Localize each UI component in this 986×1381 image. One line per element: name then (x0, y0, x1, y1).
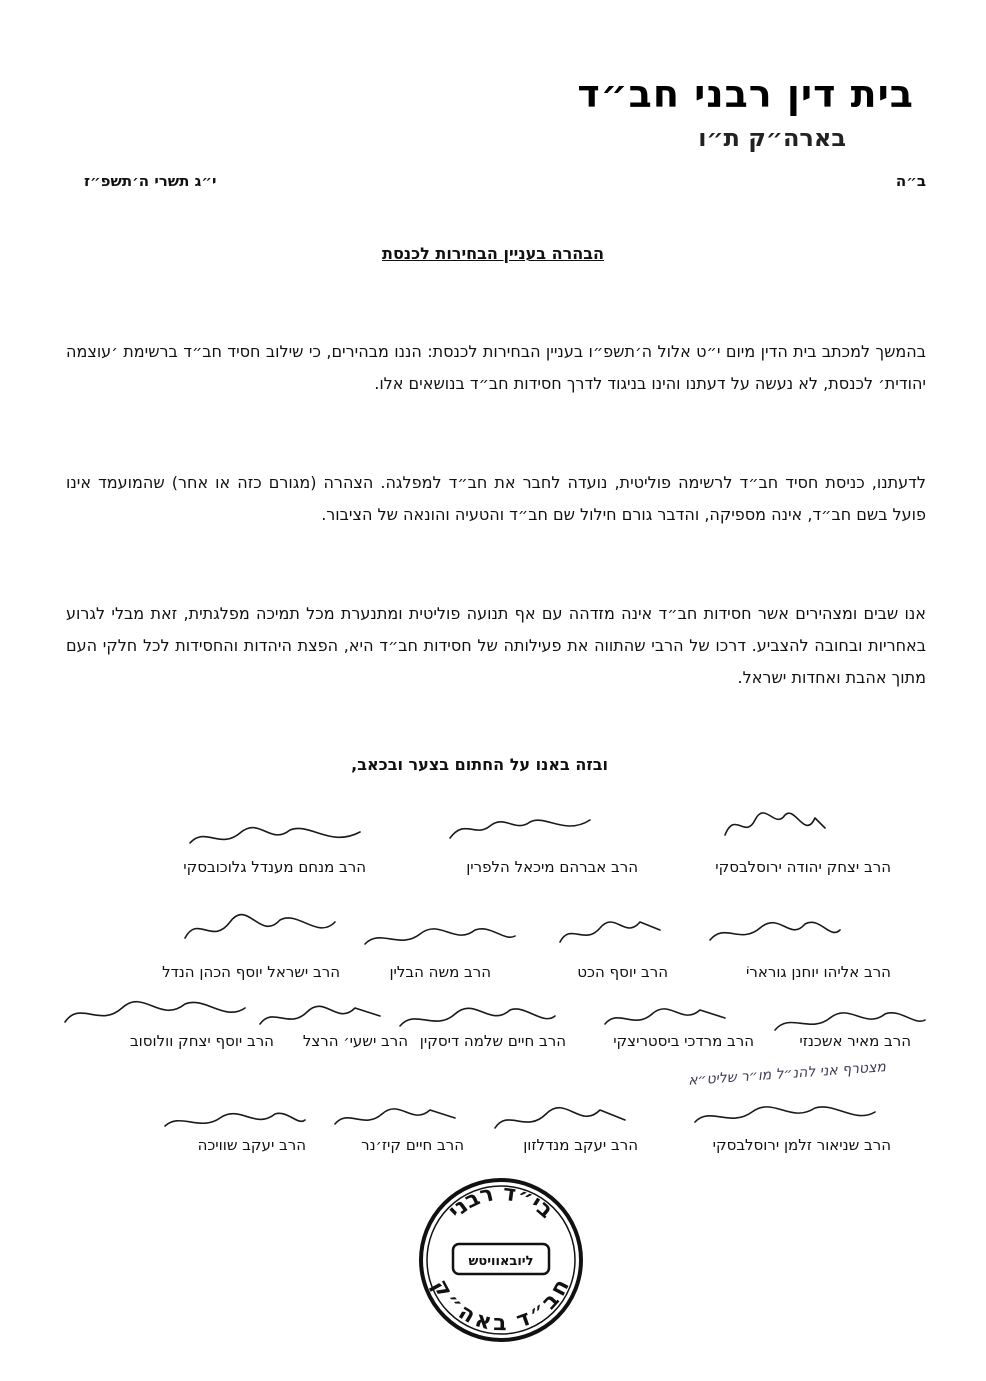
paragraph-3: אנו שבים ומצהירים אשר חסידות חב״ד אינה מזדהה עם אף תנועה פוליטית ומתנערת מכל תמיכה מפלגתית, זאת מבלי לגרוע באחריות ובחובה להצביע. דרכו של הרבי שהתווה את פעילותה של חסידות חב״ד היא, הפצת היהדות והחסידות לכל חלקי העם מתוך אהבת ואחדות ישראל. (66, 604, 926, 687)
court-stamp (417, 1176, 585, 1344)
signatory-name: הרב יעקב שוויכה (197, 1136, 306, 1154)
stamp-top-text: בי״ד רבני (443, 1180, 558, 1224)
signature-scribble (360, 918, 520, 958)
signatory-name: הרב יוסף יצחק וולוסוב (130, 1032, 274, 1050)
signatory-name: הרב ישעי׳ הרצל (302, 1032, 408, 1050)
closing-line: ובזה באנו על החתום בצער ובכאב, (351, 755, 608, 774)
signature-scribble (445, 808, 595, 848)
paragraph-1: בהמשך למכתב בית הדין מיום י״ט אלול ה׳תשפ״ו בעניין הבחירות לכנסת: הננו מבהירים, כי שילוב חסיד חב״ד ברשימת ׳עוצמה יהודית׳ לכנסת, לא נעשה על דעתנו והינו בניגוד לדרך חסידות חב״ד בנושאים אלו. (66, 342, 926, 393)
signature-scribble (690, 1096, 880, 1136)
signatory-name: הרב מנחם מענדל גלוכובסקי (183, 858, 366, 876)
letterhead-subtitle: בארה״ק ת״ו (698, 124, 846, 152)
stamp-center-text: ליובאוויטש (468, 1254, 534, 1269)
handwritten-note: מצטרף אני להנ״ל מו״ר שליט״א (687, 1059, 887, 1089)
signatory-name: הרב יצחק יהודה ירוסלבסקי (715, 858, 891, 876)
signature-scribble (720, 800, 830, 850)
paragraph-2: לדעתנו, כניסת חסיד חב״ד לרשימה פוליטית, נועדה לחבר את חב״ד למפלגה. הצהרה (מגורם כזה או אחר) שהמועמד אינו פועל בשם חב״ד, אינה מספיקה, והדבר גורם חילול שם חב״ד והטעיה והונאה של הציבור. (66, 473, 926, 524)
signatory-name: הרב מרדכי ביסטריצקי (613, 1032, 754, 1050)
bh-mark: ב״ה (895, 172, 926, 190)
signature-scribble (705, 910, 845, 955)
stamp-bottom-text: חב״ד באה״ק (427, 1275, 575, 1337)
signatory-name: הרב מאיר אשכנזי (799, 1032, 911, 1050)
signatory-name: הרב חיים שלמה דיסקין (419, 1032, 566, 1050)
signatory-name: הרב אברהם מיכאל הלפרין (466, 858, 638, 876)
signatory-name: הרב חיים קיז׳נר (361, 1136, 464, 1154)
signature-scribble (180, 906, 340, 954)
signatory-name: הרב ישראל יוסף הכהן הנדל (162, 963, 340, 981)
signatory-name: הרב אליהו יוחנן גוראריׂ (746, 963, 891, 981)
signatory-name: הרב יוסף הכט (577, 963, 668, 981)
signatory-name: הרב משה הבלין (389, 963, 491, 981)
document-title: הבהרה בעניין הבחירות לכנסת (382, 244, 604, 263)
signature-scribble (160, 1106, 310, 1136)
signatory-name: הרב שניאור זלמן ירוסלבסקי (712, 1136, 891, 1154)
signature-scribble (555, 910, 665, 955)
signatory-name: הרב יעקב מנדלזון (523, 1136, 638, 1154)
letter-date: י״ג תשרי ה׳תשפ״ז (84, 172, 217, 190)
signature-scribble (185, 818, 365, 858)
signature-scribble (330, 1100, 460, 1138)
letterhead-title: בית דין רבני חב״ד (577, 72, 914, 116)
